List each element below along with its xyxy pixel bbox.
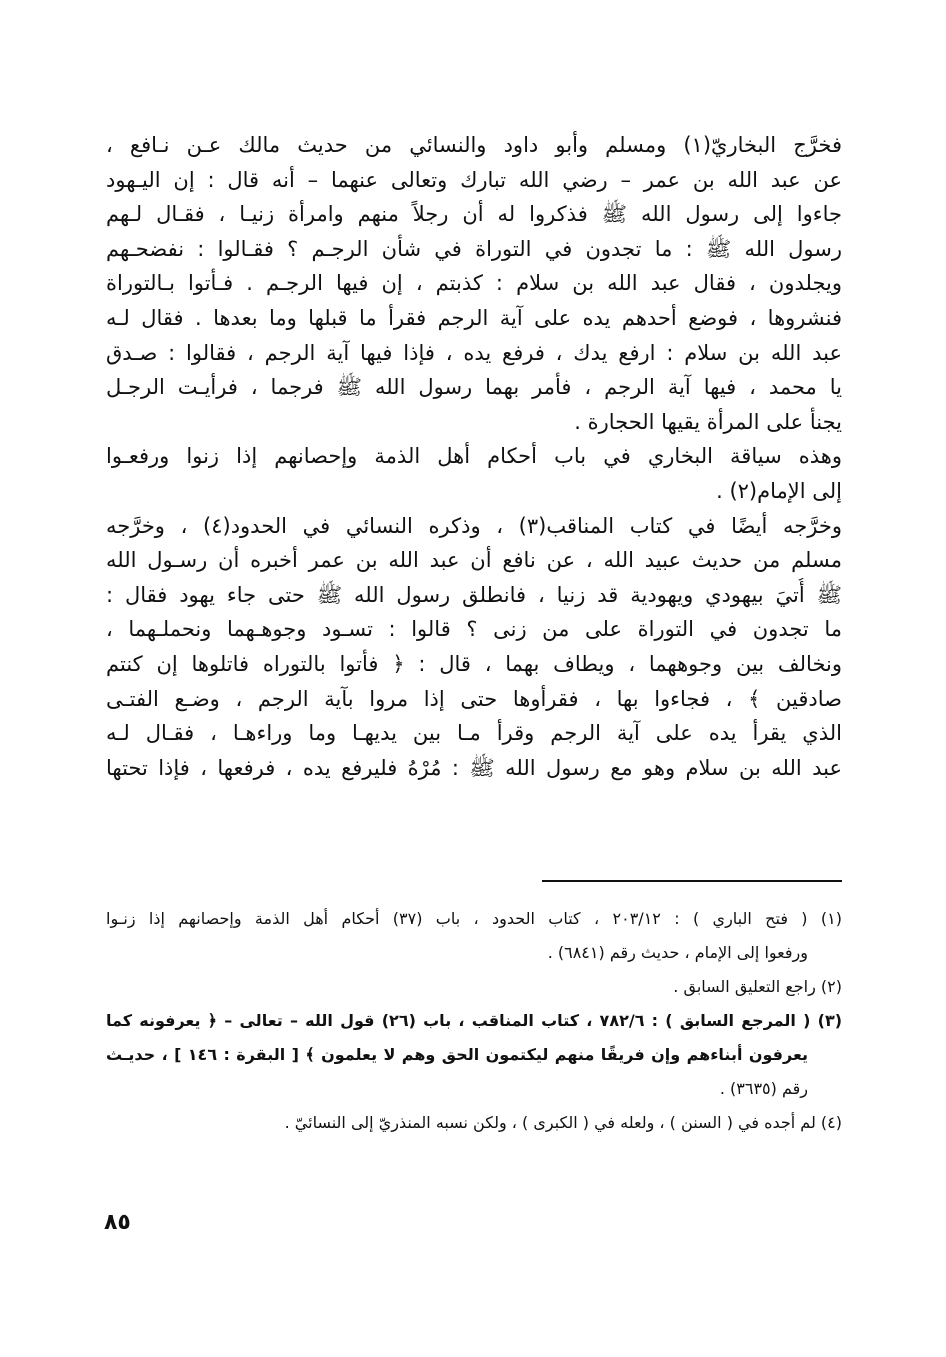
footnote-line: (٤) لم أجده في ( السنن ) ، ولعله في ( الكبرى ) ، ولكن نسبه المنذريّ إلى النسائيّ . — [284, 1113, 842, 1132]
footnote-line: (٣) ( المرجع السابق ) : ٧٨٢/٦ ، كتاب المناقب ، باب (٢٦) قول الله – تعالى – ﴿ يعرفونه كما — [106, 1011, 842, 1030]
text-line: يجنأ على المرأة يقيها الحجارة . — [574, 409, 842, 434]
text-line: عن عبد الله بن عمر – رضي الله تبارك وتعالى عنهما – أنه قال : إن اليـهود — [106, 167, 842, 192]
text-line: ﷺ أُتيَ بيهودي ويهودية قد زنيا ، فانطلق رسول الله ﷺ حتى جاء يهود فقال : — [106, 582, 842, 607]
footnote-line: (٢) راجع التعليق السابق . — [673, 977, 842, 996]
text-line: مسلم من حديث عبيد الله ، عن نافع أن عبد الله بن عمر أخبره أن رسـول الله — [106, 548, 842, 573]
text-line: عبد الله بن سلام وهو مع رسول الله ﷺ : مُرْهُ فليرفع يده ، فرفعها ، فإذا تحتها — [106, 755, 842, 780]
text-line: صادقين ﴾ ، فجاءوا بها ، فقرأوها حتى إذا مروا بآية الرجم ، وضـع الفتـى — [106, 686, 842, 711]
text-line: إلى الإمام(٢) . — [716, 478, 842, 503]
text-line: يا محمد ، فيها آية الرجم ، فأمر بهما رسول الله ﷺ فرجما ، فرأيـت الرجـل — [106, 375, 842, 400]
footnote-separator — [542, 880, 842, 882]
footnote-line: يعرفون أبناءهم وإن فريقًا منهم ليكتمون الحق وهم لا يعلمون ﴾ [ البقرة : ١٤٦ ] ، حديـث — [106, 1045, 808, 1064]
text-line: وهذه سياقة البخاري في باب أحكام أهل الذمة وإحصانهم إذا زنوا ورفعـوا — [106, 444, 842, 469]
text-line: فنشروها ، فوضع أحدهم يده على آية الرجم فقرأ ما قبلها وما بعدها . فقال لـه — [106, 305, 842, 330]
footnote-line: (١) ( فتح الباري ) : ٢٠٣/١٢ ، كتاب الحدود ، باب (٣٧) أحكام أهل الذمة وإحصانهم إذا زنـوا — [106, 909, 842, 928]
text-line: الذي يقرأ يده على آية الرجم وقرأ مـا بين يديهـا وما وراءهـا ، فقـال لـه — [106, 721, 842, 746]
main-text — [106, 128, 842, 785]
page-number: ٨٥ — [104, 1210, 131, 1235]
footnotes — [106, 902, 842, 1140]
text-line: جاءوا إلى رسول الله ﷺ فذكروا له أن رجلاً منهم وامرأة زنيـا ، فقـال لـهم — [106, 202, 842, 227]
text-line: ويجلدون ، فقال عبد الله بن سلام : كذبتم ، إن فيها الرجـم . فـأتوا بـالتوراة — [106, 271, 842, 296]
text-line: رسول الله ﷺ : ما تجدون في التوراة في شأن الرجـم ؟ فقـالوا : نفضحـهم — [106, 236, 842, 261]
footnote-line: ورفعوا إلى الإمام ، حديث رقم (٦٨٤١) . — [547, 943, 808, 962]
text-line: وخرَّجه أيضًا في كتاب المناقب(٣) ، وذكره النسائي في الحدود(٤) ، وخرَّجه — [106, 513, 842, 538]
text-line: فخرَّج البخاريّ(١) ومسلم وأبو داود والنسائي من حديث مالك عـن نـافع ، — [106, 133, 842, 157]
footnote-line: رقم (٣٦٣٥) . — [719, 1079, 808, 1098]
text-line: ونخالف بين وجوههما ، ويطاف بهما ، قال : ﴿ فأتوا بالتوراه فاتلوها إن كنتم — [106, 651, 842, 676]
text-line: ما تجدون في التوراة على من زنى ؟ قالوا : تسـود وجوهـهما ونحملـهما ، — [106, 617, 842, 642]
text-line: عبد الله بن سلام : ارفع يدك ، فرفع يده ، فإذا فيها آية الرجم ، فقالوا : صـدق — [106, 340, 842, 365]
